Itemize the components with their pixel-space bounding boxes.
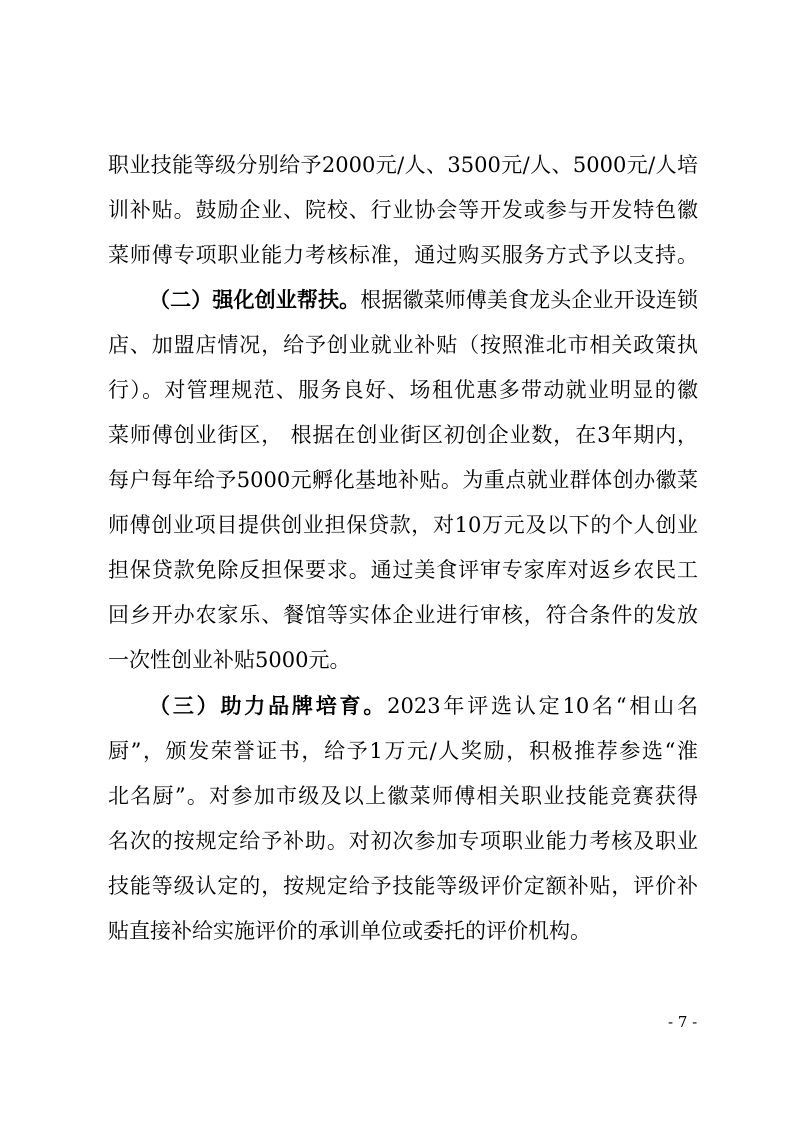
paragraph-2-first-line	[149, 280, 698, 320]
paragraph-3-first-line	[149, 686, 698, 726]
paragraph-3-line-4: 名次的按规定给予补助。对初次参加专项职业能力考核及职业	[108, 829, 698, 853]
paragraph-1-line-2: 训补贴。鼓励企业、院校、行业协会等开发或参与开发特色徽	[108, 198, 698, 222]
paragraph-2-line-9: 一次性创业补贴5000元。	[108, 648, 351, 672]
paragraph-2-line-2: 店、加盟店情况，给予创业就业补贴（按照淮北市相关政策执	[108, 333, 698, 357]
paragraph-2-line-3: 行）。对管理规范、服务良好、场租优惠多带动就业明显的徽	[108, 378, 698, 402]
paragraph-3-line-5: 技能等级认定的，按规定给予技能等级评价定额补贴，评价补	[108, 874, 698, 898]
paragraph-3-first-line-text: 2023年评选认定10名“相山名	[387, 694, 698, 718]
paragraph-2-line-6: 师傅创业项目提供创业担保贷款，对10万元及以下的个人创业	[108, 513, 698, 537]
paragraph-2-heading: （二）强化创业帮扶。	[149, 287, 361, 312]
paragraph-1-line-1: 职业技能等级分别给予2000元/人、3500元/人、5000元/人培	[108, 153, 698, 177]
paragraph-3-line-2: 厨”，颁发荣誉证书，给予1万元/人奖励，积极推荐参选“淮	[108, 739, 698, 763]
paragraph-2-line-5: 每户每年给予5000元孵化基地补贴。为重点就业群体创办徽菜	[108, 468, 698, 492]
page-number: - 7 -	[668, 1013, 698, 1031]
paragraph-2-line-8: 回乡开办农家乐、餐馆等实体企业进行审核，符合条件的发放	[108, 603, 698, 627]
paragraph-2-first-line-text: 根据徽菜师傅美食龙头企业开设连锁	[360, 288, 699, 312]
paragraph-2-line-7: 担保贷款免除反担保要求。通过美食评审专家库对返乡农民工	[108, 558, 698, 582]
paragraph-3-line-6: 贴直接补给实施评价的承训单位或委托的评价机构。	[108, 919, 591, 943]
paragraph-3-heading: （三）助力品牌培育。	[149, 693, 388, 718]
paragraph-1-line-3: 菜师傅专项职业能力考核标准，通过购买服务方式予以支持。	[108, 243, 698, 267]
paragraph-3-line-3: 北名厨”。对参加市级及以上徽菜师傅相关职业技能竞赛获得	[108, 784, 698, 808]
paragraph-2-line-4: 菜师傅创业街区， 根据在创业街区初创企业数，在3年期内，	[108, 423, 698, 447]
